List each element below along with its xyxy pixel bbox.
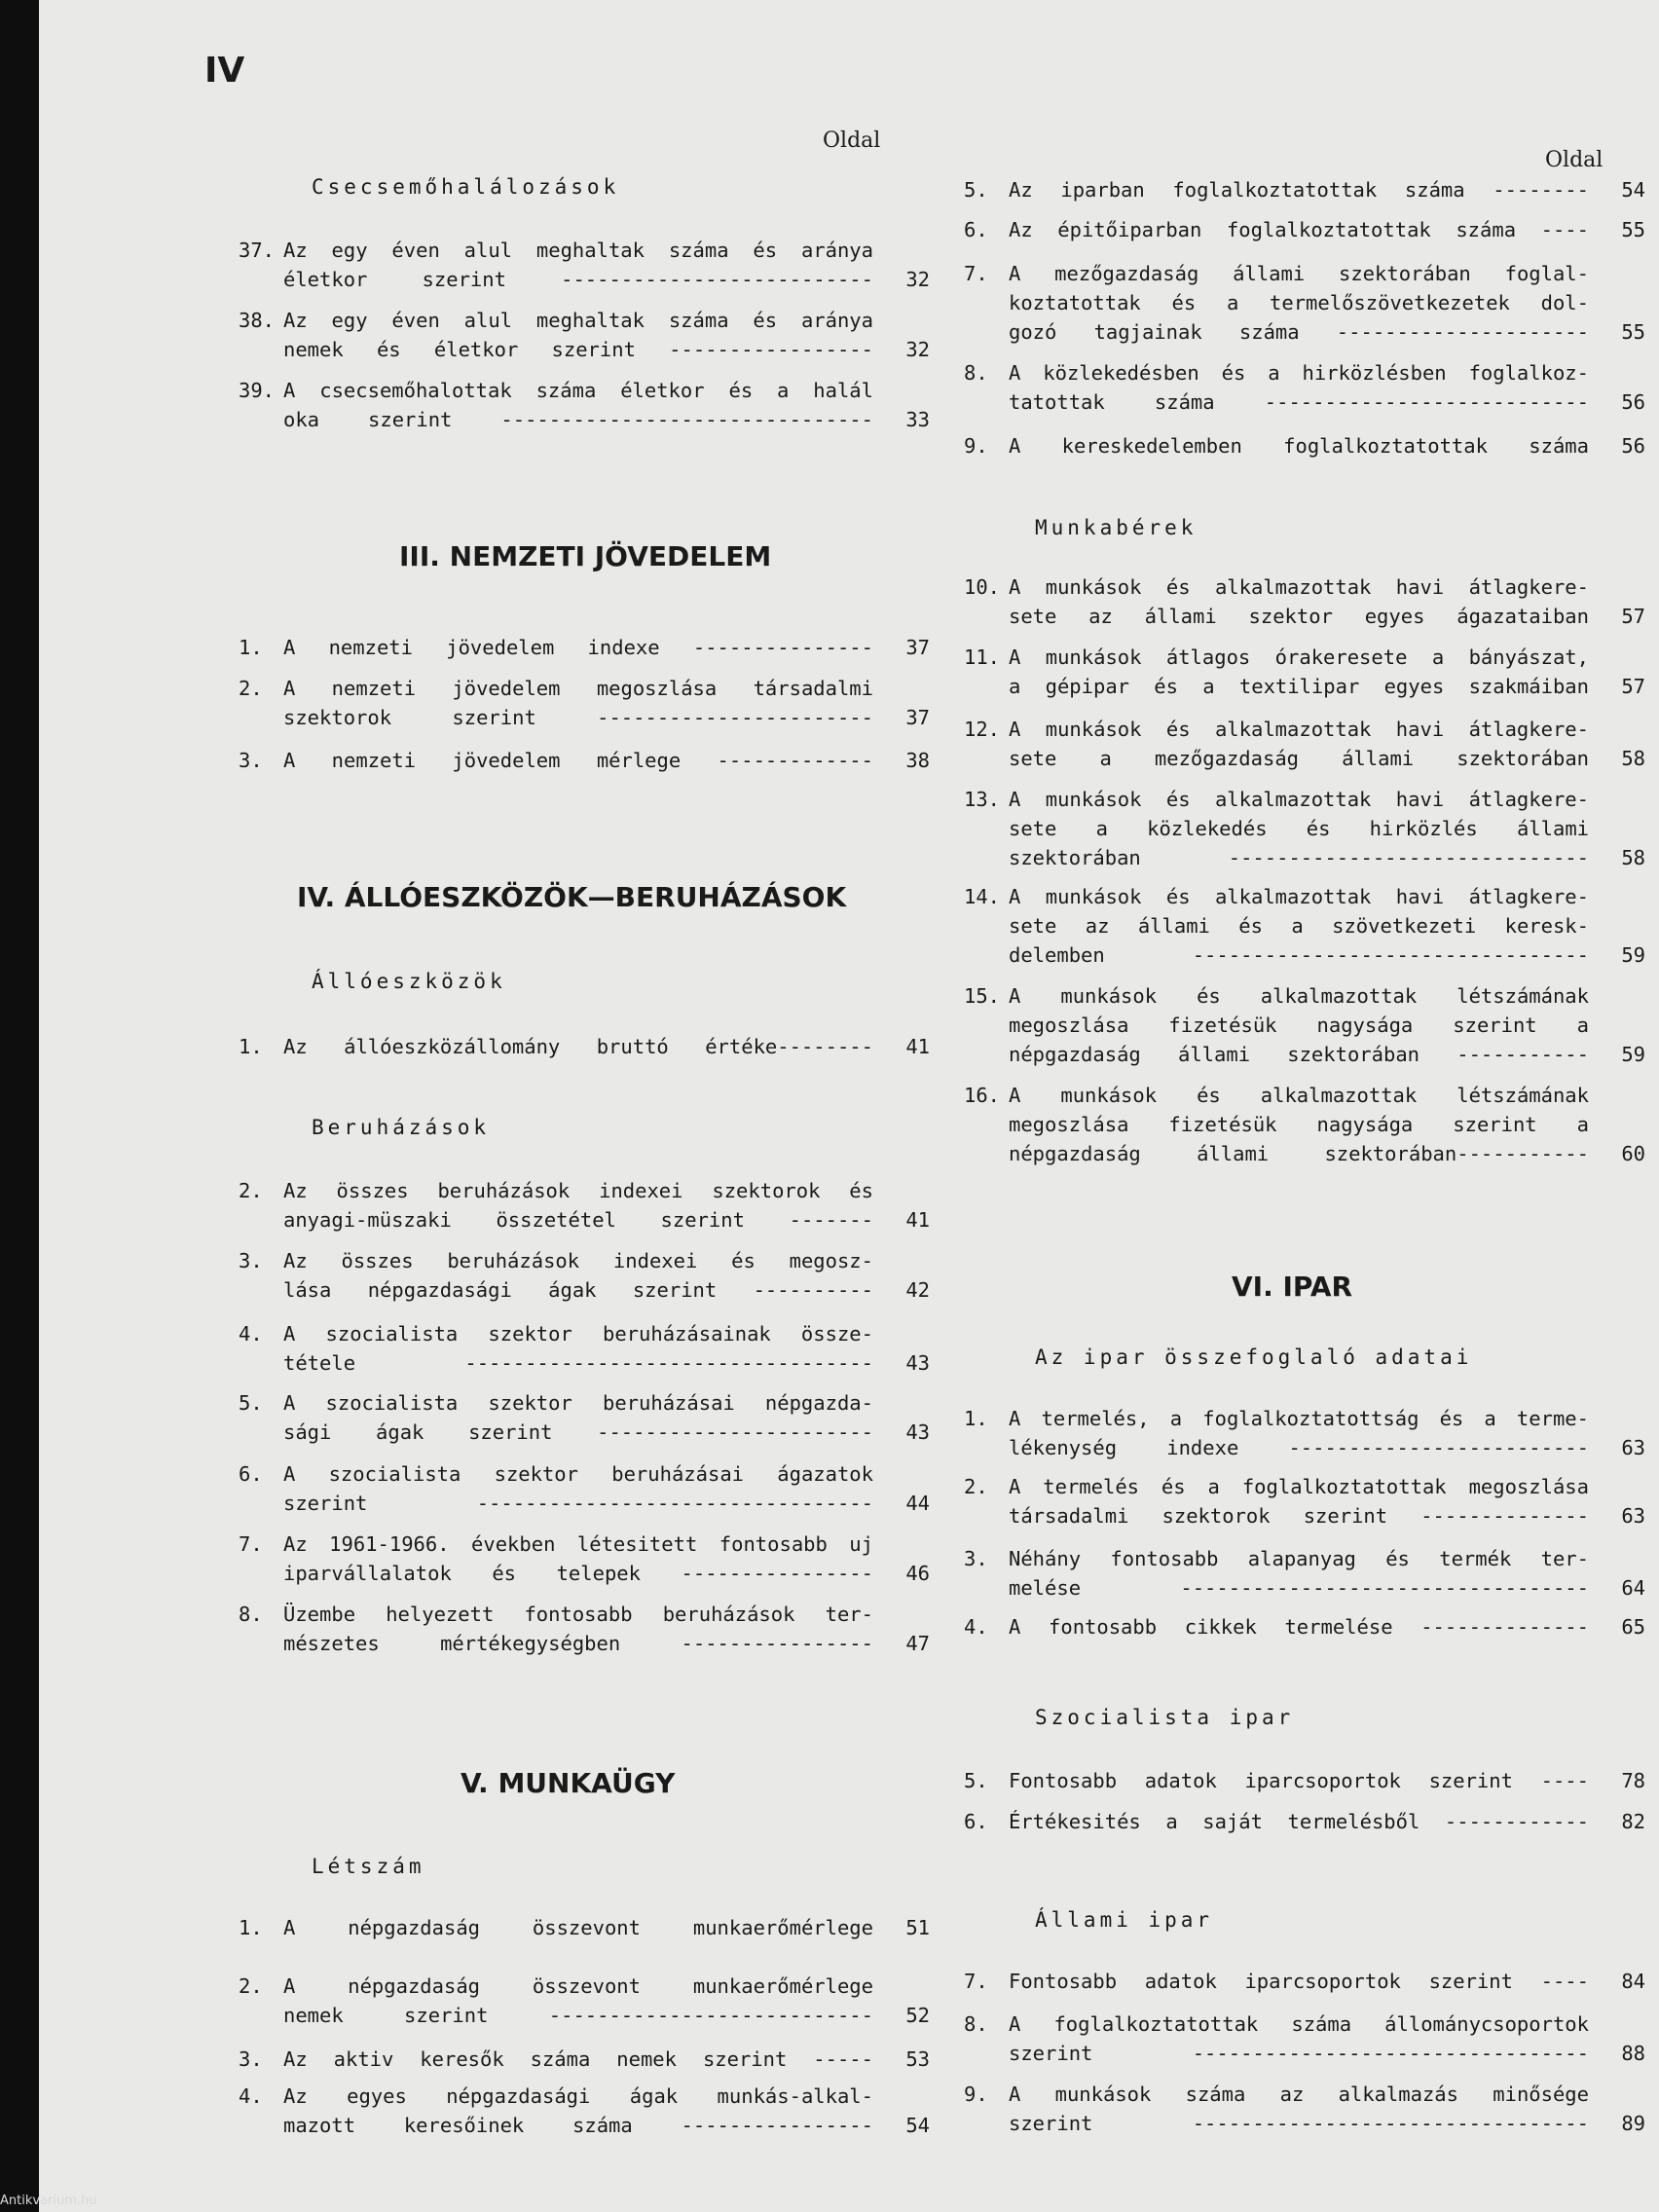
entry-title-line: A munkások és alkalmazottak létszámának: [1009, 1084, 1589, 1107]
toc-entry: [239, 1459, 930, 1518]
entry-page-number: 44: [905, 1492, 930, 1515]
entry-title-line: A munkások és alkalmazottak havi átlagkere-: [1009, 788, 1589, 811]
toc-entry: [239, 376, 930, 434]
entry-number: 37.: [239, 239, 276, 262]
entry-number: 16.: [964, 1084, 1001, 1107]
entry-title-line: lékenység indexe -------------------------: [1009, 1436, 1589, 1459]
entry-title-line: lása népgazdasági ágak szerint ----------: [283, 1278, 873, 1302]
toc-entry: [239, 1530, 930, 1588]
entry-title-line: Az 1961-1966. években létesitett fontosabb uj: [283, 1532, 873, 1556]
entry-number: 2.: [239, 1974, 263, 1998]
entry-page-number: 53: [905, 2047, 930, 2071]
subsection-heading: Csecsemőhalálozások: [312, 175, 620, 199]
entry-title-line: A nemzeti jövedelem indexe ---------------: [283, 636, 873, 659]
subsection-heading: Létszám: [312, 1855, 425, 1878]
entry-number: 8.: [239, 1603, 263, 1626]
toc-entry: [239, 1913, 930, 1942]
entry-page-number: 59: [1621, 943, 1645, 967]
entry-page-number: 43: [905, 1420, 930, 1444]
entry-number: 6.: [239, 1462, 263, 1486]
entry-title-line: nemek és életkor szerint -----------------: [283, 338, 873, 361]
toc-entry: [964, 785, 1645, 872]
entry-page-number: 64: [1621, 1576, 1645, 1600]
entry-page-number: 57: [1621, 675, 1645, 698]
entry-title-line: oka szerint -------------------------------: [283, 408, 873, 431]
toc-entry: [964, 1472, 1645, 1530]
entry-page-number: 41: [905, 1208, 930, 1232]
entry-title-line: melése ----------------------------------: [1009, 1576, 1589, 1600]
entry-page-number: 82: [1621, 1810, 1645, 1833]
entry-page-number: 52: [905, 2004, 930, 2027]
toc-entry: [964, 175, 1645, 204]
entry-page-number: 37: [905, 636, 930, 659]
entry-title-line: tétele ----------------------------------: [283, 1351, 873, 1375]
entry-number: 7.: [964, 262, 988, 285]
toc-entry: [964, 1081, 1645, 1168]
entry-title-line: szerint ---------------------------------: [1009, 2042, 1589, 2065]
entry-number: 5.: [964, 1769, 988, 1792]
entry-title-line: Az egy éven alul meghaltak száma és aránya: [283, 309, 873, 332]
entry-number: 3.: [239, 1249, 263, 1272]
subsection-heading: Szocialista ipar: [1035, 1706, 1295, 1729]
entry-title-line: Az összes beruházások indexei szektorok és: [283, 1179, 873, 1202]
entry-page-number: 59: [1621, 1043, 1645, 1066]
section-heading: V. MUNKAÜGY: [461, 1767, 676, 1799]
entry-number: 1.: [964, 1407, 988, 1430]
entry-page-number: 88: [1621, 2042, 1645, 2065]
entry-page-number: 54: [1621, 178, 1645, 202]
column-header-left: Oldal: [823, 129, 881, 153]
entry-title-line: A közlekedésben és a hirközlésben foglalkoz-: [1009, 361, 1589, 385]
entry-page-number: 89: [1621, 2112, 1645, 2135]
entry-number: 12.: [964, 718, 1001, 741]
entry-title-line: szerint ---------------------------------: [283, 1492, 873, 1515]
entry-page-number: 56: [1621, 390, 1645, 414]
entry-title-line: A szocialista szektor beruházásai népgazda-: [283, 1391, 873, 1415]
toc-entry: [964, 2080, 1645, 2138]
entry-title-line: Az iparban foglalkoztatottak száma --------: [1009, 178, 1589, 202]
toc-entry: [964, 1766, 1645, 1795]
toc-entry: [239, 1246, 930, 1305]
entry-page-number: 38: [905, 749, 930, 772]
toc-entry: [964, 1807, 1645, 1836]
entry-title-line: A nemzeti jövedelem megoszlása társadalmi: [283, 677, 873, 700]
entry-number: 10.: [964, 575, 1001, 599]
entry-title-line: delemben ---------------------------------: [1009, 943, 1589, 967]
entry-title-line: A nemzeti jövedelem mérlege -------------: [283, 749, 873, 772]
entry-number: 4.: [239, 2084, 263, 2108]
entry-number: 3.: [239, 2047, 263, 2071]
page-number: IV: [204, 51, 245, 91]
entry-title-line: Az összes beruházások indexei és megosz-: [283, 1249, 873, 1272]
entry-page-number: 47: [905, 1632, 930, 1655]
entry-title-line: sete az állami szektor egyes ágazataiban: [1009, 605, 1589, 628]
entry-title-line: sete a közlekedés és hirközlés állami: [1009, 817, 1589, 840]
entry-number: 7.: [964, 1970, 988, 1993]
subsection-heading: Munkabérek: [1035, 516, 1198, 539]
toc-entry: [964, 1404, 1645, 1462]
toc-entry: [964, 431, 1645, 461]
entry-page-number: 84: [1621, 1970, 1645, 1993]
entry-title-line: A mezőgazdaság állami szektorában foglal-: [1009, 262, 1589, 285]
entry-number: 6.: [964, 218, 988, 241]
entry-page-number: 51: [905, 1916, 930, 1939]
entry-title-line: társadalmi szektorok szerint --------------: [1009, 1504, 1589, 1528]
entry-page-number: 46: [905, 1562, 930, 1585]
entry-number: 5.: [964, 178, 988, 202]
entry-page-number: 54: [905, 2114, 930, 2137]
toc-entry: [239, 1600, 930, 1658]
entry-page-number: 32: [905, 268, 930, 291]
entry-title-line: A munkások és alkalmazottak havi átlagkere-: [1009, 885, 1589, 908]
entry-number: 8.: [964, 361, 988, 385]
toc-entry: [239, 1319, 930, 1378]
entry-title-line: Az állóeszközállomány bruttó értéke--------: [283, 1035, 873, 1058]
entry-number: 1.: [239, 1035, 263, 1058]
entry-number: 2.: [964, 1475, 988, 1498]
section-heading: III. NEMZETI JÖVEDELEM: [399, 540, 772, 572]
entry-title-line: sete az állami és a szövetkezeti keresk-: [1009, 914, 1589, 938]
document-page: [39, 0, 1659, 2212]
subsection-heading: Állóeszközök: [312, 970, 506, 993]
entry-number: 14.: [964, 885, 1001, 908]
entry-title-line: Az aktiv keresők száma nemek szerint -----: [283, 2047, 873, 2071]
toc-entry: [239, 674, 930, 732]
entry-title-line: A termelés és a foglalkoztatottak megoszlása: [1009, 1475, 1589, 1498]
entry-title-line: nemek szerint ---------------------------: [283, 2004, 873, 2027]
entry-title-line: A munkások átlagos órakeresete a bányászat,: [1009, 645, 1589, 669]
entry-number: 11.: [964, 645, 1001, 669]
entry-title-line: iparvállalatok és telepek ----------------: [283, 1562, 873, 1585]
entry-page-number: 42: [905, 1278, 930, 1302]
entry-number: 4.: [964, 1615, 988, 1639]
entry-title-line: megoszlása fizetésük nagysága szerint a: [1009, 1113, 1589, 1136]
entry-number: 3.: [964, 1547, 988, 1570]
subsection-heading: Az ipar összefoglaló adatai: [1035, 1346, 1473, 1369]
entry-number: 5.: [239, 1391, 263, 1415]
toc-entry: [239, 746, 930, 775]
entry-page-number: 58: [1621, 846, 1645, 869]
toc-entry: [964, 259, 1645, 347]
toc-entry: [239, 2082, 930, 2140]
toc-entry: [964, 1544, 1645, 1603]
subsection-heading: Beruházások: [312, 1116, 491, 1139]
section-heading: VI. IPAR: [1232, 1271, 1353, 1303]
entry-page-number: 41: [905, 1035, 930, 1058]
toc-entry: [964, 882, 1645, 970]
entry-page-number: 55: [1621, 320, 1645, 344]
entry-page-number: 63: [1621, 1436, 1645, 1459]
entry-number: 15.: [964, 984, 1001, 1008]
entry-number: 39.: [239, 379, 276, 402]
entry-title-line: népgazdaság állami szektorában -----------: [1009, 1043, 1589, 1066]
entry-page-number: 78: [1621, 1769, 1645, 1792]
entry-title-line: Néhány fontosabb alapanyag és termék ter-: [1009, 1547, 1589, 1570]
entry-title-line: A szocialista szektor beruházásai ágazatok: [283, 1462, 873, 1486]
entry-title-line: anyagi-müszaki összetétel szerint -------: [283, 1208, 873, 1232]
toc-entry: [964, 1612, 1645, 1641]
entry-title-line: szektorok szerint -----------------------: [283, 706, 873, 729]
entry-title-line: koztatottak és a termelőszövetkezetek dol-: [1009, 291, 1589, 314]
entry-number: 9.: [964, 434, 988, 458]
toc-entry: [964, 2009, 1645, 2068]
entry-number: 38.: [239, 309, 276, 332]
toc-entry: [239, 1972, 930, 2030]
entry-title-line: A foglalkoztatottak száma állománycsoportok: [1009, 2012, 1589, 2036]
entry-title-line: A népgazdaság összevont munkaerőmérlege: [283, 1916, 873, 1939]
subsection-heading: Állami ipar: [1035, 1908, 1214, 1932]
entry-title-line: szektorában ------------------------------: [1009, 846, 1589, 869]
entry-number: 13.: [964, 788, 1001, 811]
entry-number: 2.: [239, 1179, 263, 1202]
toc-entry: [239, 236, 930, 294]
entry-title-line: A kereskedelemben foglalkoztatottak száma: [1009, 434, 1589, 458]
toc-entry: [239, 306, 930, 364]
entry-number: 4.: [239, 1322, 263, 1346]
entry-page-number: 63: [1621, 1504, 1645, 1528]
entry-title-line: A csecsemőhalottak száma életkor és a halál: [283, 379, 873, 402]
entry-number: 9.: [964, 2083, 988, 2106]
entry-page-number: 56: [1621, 434, 1645, 458]
toc-entry: [239, 2045, 930, 2074]
section-heading: IV. ÁLLÓESZKÖZÖK—BERUHÁZÁSOK: [297, 881, 847, 913]
entry-title-line: A munkások és alkalmazottak havi átlagkere-: [1009, 718, 1589, 741]
entry-title-line: sete a mezőgazdaság állami szektorában: [1009, 747, 1589, 770]
entry-title-line: A munkások és alkalmazottak létszámának: [1009, 984, 1589, 1008]
entry-title-line: tatottak száma ---------------------------: [1009, 390, 1589, 414]
entry-title-line: A fontosabb cikkek termelése --------------: [1009, 1615, 1589, 1639]
toc-entry: [964, 643, 1645, 701]
entry-number: 1.: [239, 1916, 263, 1939]
entry-title-line: megoszlása fizetésük nagysága szerint a: [1009, 1014, 1589, 1037]
toc-entry: [964, 715, 1645, 773]
entry-page-number: 55: [1621, 218, 1645, 241]
entry-title-line: A termelés, a foglalkoztatottság és a terme-: [1009, 1407, 1589, 1430]
entry-page-number: 60: [1621, 1142, 1645, 1165]
toc-entry: [964, 358, 1645, 417]
entry-page-number: 32: [905, 338, 930, 361]
entry-title-line: A munkások és alkalmazottak havi átlagkere-: [1009, 575, 1589, 599]
entry-title-line: Az egyes népgazdasági ágak munkás-alkal-: [283, 2084, 873, 2108]
entry-title-line: Üzembe helyezett fontosabb beruházások ter-: [283, 1603, 873, 1626]
entry-number: 1.: [239, 636, 263, 659]
entry-title-line: Fontosabb adatok iparcsoportok szerint ----: [1009, 1970, 1589, 1993]
entry-title-line: A szocialista szektor beruházásainak össze-: [283, 1322, 873, 1346]
toc-entry: [964, 1967, 1645, 1996]
entry-title-line: Az épitőiparban foglalkoztatottak száma ----: [1009, 218, 1589, 241]
column-header-right: Oldal: [1545, 148, 1604, 172]
entry-page-number: 43: [905, 1351, 930, 1375]
entry-title-line: mészetes mértékegységben ----------------: [283, 1632, 873, 1655]
entry-title-line: mazott keresőinek száma ----------------: [283, 2114, 873, 2137]
toc-entry: [239, 1388, 930, 1447]
entry-page-number: 58: [1621, 747, 1645, 770]
entry-title-line: sági ágak szerint -----------------------: [283, 1420, 873, 1444]
entry-title-line: Értékesités a saját termelésből ------------: [1009, 1810, 1589, 1833]
entry-page-number: 57: [1621, 605, 1645, 628]
watermark-footer: Antikvarium.hu: [0, 2194, 97, 2208]
toc-entry: [239, 1176, 930, 1235]
entry-page-number: 65: [1621, 1615, 1645, 1639]
entry-number: 7.: [239, 1532, 263, 1556]
entry-number: 6.: [964, 1810, 988, 1833]
entry-title-line: gozó tagjainak száma ---------------------: [1009, 320, 1589, 344]
toc-entry: [964, 215, 1645, 244]
toc-entry: [964, 572, 1645, 631]
entry-title-line: A népgazdaság összevont munkaerőmérlege: [283, 1974, 873, 1998]
entry-number: 2.: [239, 677, 263, 700]
toc-entry: [239, 1032, 930, 1061]
entry-page-number: 37: [905, 706, 930, 729]
entry-number: 3.: [239, 749, 263, 772]
entry-title-line: életkor szerint --------------------------: [283, 268, 873, 291]
entry-page-number: 33: [905, 408, 930, 431]
entry-title-line: A munkások száma az alkalmazás minősége: [1009, 2083, 1589, 2106]
toc-entry: [964, 981, 1645, 1069]
entry-title-line: népgazdaság állami szektorában-----------: [1009, 1142, 1589, 1165]
entry-title-line: Fontosabb adatok iparcsoportok szerint ----: [1009, 1769, 1589, 1792]
entry-title-line: Az egy éven alul meghaltak száma és aránya: [283, 239, 873, 262]
toc-entry: [239, 633, 930, 662]
entry-title-line: szerint ---------------------------------: [1009, 2112, 1589, 2135]
entry-number: 8.: [964, 2012, 988, 2036]
entry-title-line: a gépipar és a textilipar egyes szakmáiban: [1009, 675, 1589, 698]
